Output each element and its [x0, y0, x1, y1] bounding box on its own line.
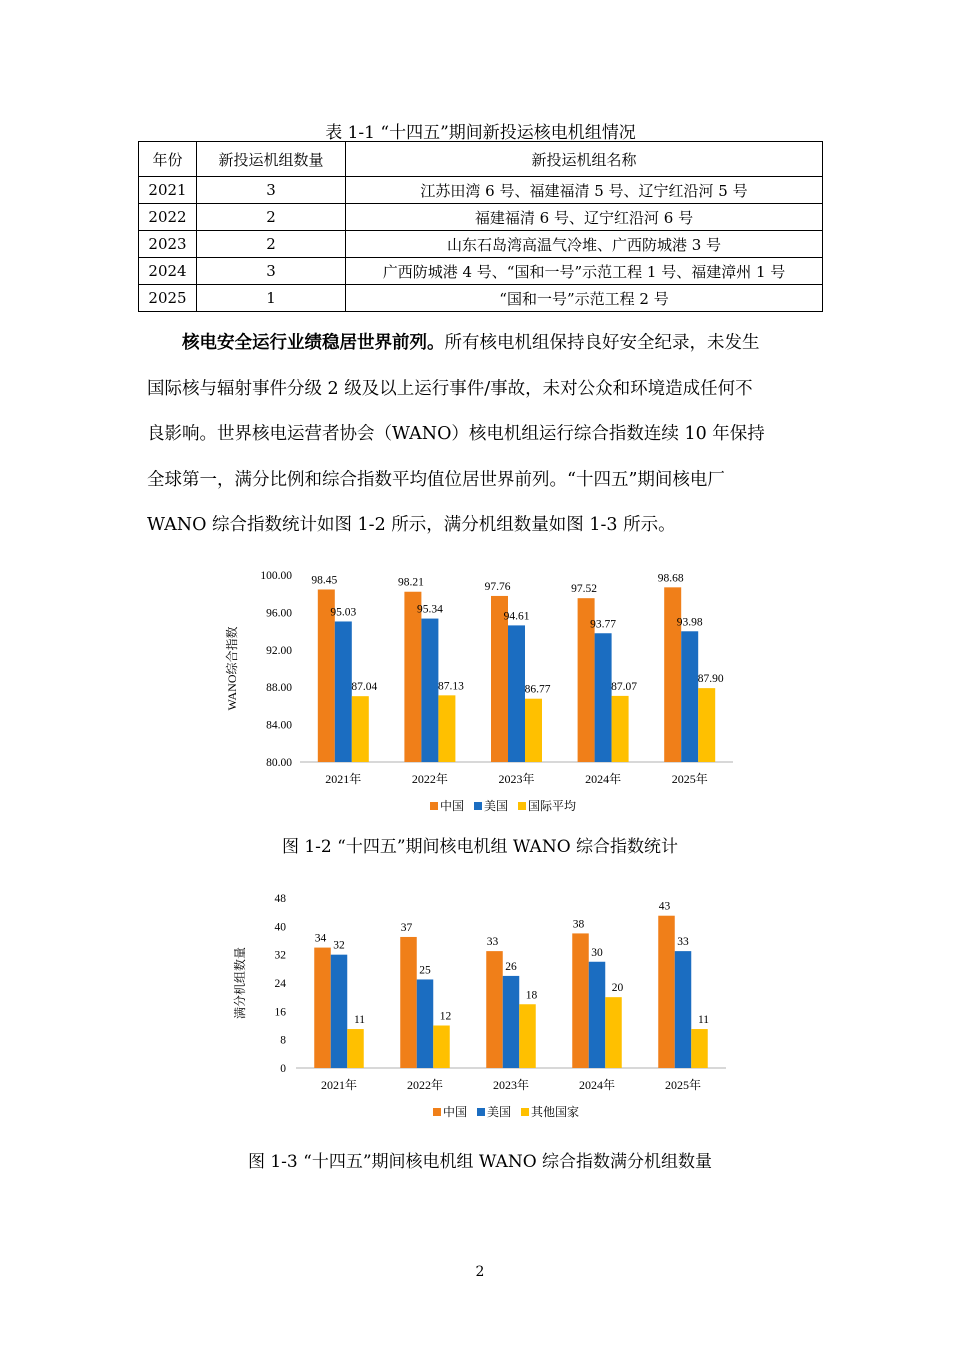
full-score-units-chart	[0, 885, 960, 1135]
data-label: 11	[353, 1014, 366, 1027]
bar	[519, 1004, 536, 1068]
paragraph-line-5: WANO 综合指数统计如图 1-2 所示，满分机组数量如图 1-3 所示。	[147, 515, 676, 535]
paragraph-line-1-text: 所有核电机组保持良好安全纪录，未发生	[444, 333, 760, 353]
paragraph-line-2: 国际核与辐射事件分级 2 级及以上运行事件/事故，未对公众和环境造成任何不	[147, 378, 753, 399]
y-tick-label: 8	[280, 1034, 286, 1047]
bar	[331, 955, 348, 1068]
y-axis-label: WANO综合指数	[225, 626, 239, 711]
y-tick-label: 84.00	[266, 719, 292, 732]
x-tick-label: 2024年	[578, 1078, 616, 1092]
y-tick-label: 92.00	[266, 644, 292, 657]
paragraph-lead: 核电安全运行业绩稳居世界前列。	[182, 333, 445, 353]
y-tick-label: 24	[274, 978, 286, 990]
data-label: 98.45	[311, 574, 338, 587]
bar	[400, 937, 417, 1068]
cell-count: 2	[197, 204, 346, 231]
new-units-table	[138, 141, 823, 312]
data-label: 93.77	[590, 618, 617, 631]
figure-1-3-caption: 图 1-3 “十四五”期间核电机组 WANO 综合指数满分机组数量	[247, 1152, 713, 1172]
bar	[352, 696, 369, 762]
body-paragraph	[147, 321, 817, 549]
data-label: 93.98	[676, 616, 703, 629]
page-number: 2	[475, 1264, 485, 1280]
bar	[658, 916, 675, 1068]
data-label: 97.52	[571, 583, 598, 596]
data-label: 87.07	[611, 680, 638, 693]
data-label: 87.04	[351, 681, 378, 694]
x-tick-label: 2022年	[411, 772, 448, 786]
cell-names: “国和一号”示范工程 2 号	[346, 285, 823, 312]
x-tick-label: 2022年	[406, 1078, 444, 1092]
data-label: 34	[314, 932, 327, 945]
y-tick-label: 48	[274, 893, 286, 905]
data-label: 33	[486, 936, 499, 949]
paragraph-line-3: 良影响。世界核电运营者协会（WANO）核电机组运行综合指数连续 10 年保持	[147, 424, 765, 444]
x-tick-label: 2023年	[498, 772, 535, 786]
header-names: 新投运机组名称	[346, 142, 823, 177]
bar	[404, 592, 421, 762]
data-label: 11	[697, 1014, 710, 1027]
legend-swatch	[518, 802, 526, 810]
cell-names: 福建福清 6 号、辽宁红沿河 6 号	[346, 204, 823, 231]
bar	[438, 695, 455, 762]
cell-year: 2021	[139, 177, 197, 204]
cell-names: 广西防城港 4 号、“国和一号”示范工程 1 号、福建漳州 1 号	[346, 258, 823, 285]
wano-index-chart	[0, 560, 960, 820]
cell-year: 2025	[139, 285, 197, 312]
data-label: 32	[333, 939, 345, 952]
y-tick-label: 100.00	[260, 570, 292, 582]
cell-year: 2023	[139, 231, 197, 258]
table-row	[139, 285, 823, 312]
y-tick-label: 40	[274, 921, 286, 934]
table-row	[139, 231, 823, 258]
data-label: 98.68	[657, 572, 684, 585]
paragraph-line-1	[147, 321, 817, 367]
legend-entry: 其他国家	[531, 1105, 580, 1119]
data-label: 97.76	[484, 580, 511, 593]
bar	[417, 979, 434, 1068]
legend-entry: 美国	[484, 799, 509, 813]
data-label: 95.34	[416, 603, 443, 616]
legend-swatch	[474, 802, 482, 810]
x-tick-label: 2024年	[585, 772, 622, 786]
x-tick-label: 2021年	[325, 772, 362, 786]
cell-year: 2022	[139, 204, 197, 231]
x-tick-label: 2025年	[671, 772, 708, 786]
table-header-row	[139, 142, 823, 177]
data-label: 95.03	[330, 606, 357, 619]
x-tick-label: 2021年	[320, 1078, 358, 1092]
data-label: 25	[419, 964, 431, 977]
bar	[335, 621, 352, 762]
cell-names: 山东石岛湾高温气冷堆、广西防城港 3 号	[346, 231, 823, 258]
bar	[433, 1026, 450, 1069]
bar	[314, 948, 331, 1068]
y-axis-label: 满分机组数量	[233, 946, 247, 1020]
legend-swatch	[477, 1108, 485, 1116]
bar	[486, 951, 503, 1068]
table-row	[139, 204, 823, 231]
legend-entry: 国际平均	[528, 799, 577, 813]
y-tick-label: 80.00	[266, 757, 292, 769]
bar	[698, 688, 715, 762]
y-tick-label: 32	[274, 949, 286, 962]
y-tick-label: 0	[280, 1063, 286, 1075]
cell-count: 3	[197, 177, 346, 204]
bar	[675, 951, 692, 1068]
bar	[503, 976, 520, 1068]
cell-count: 3	[197, 258, 346, 285]
data-label: 33	[677, 936, 689, 949]
table-caption: 表 1-1 “十四五”期间新投运核电机组情况	[325, 123, 636, 143]
bar	[525, 699, 542, 762]
bar	[612, 696, 629, 762]
bar	[681, 631, 698, 762]
data-label: 30	[591, 946, 603, 959]
bar	[572, 933, 589, 1068]
y-tick-label: 16	[274, 1006, 286, 1019]
data-label: 98.21	[397, 576, 424, 589]
legend-swatch	[430, 802, 438, 810]
data-label: 18	[525, 989, 538, 1002]
cell-count: 2	[197, 231, 346, 258]
data-label: 12	[439, 1010, 452, 1023]
legend-entry: 中国	[443, 1105, 468, 1119]
header-count: 新投运机组数量	[197, 142, 346, 177]
cell-names: 江苏田湾 6 号、福建福清 5 号、辽宁红沿河 5 号	[346, 177, 823, 204]
bar	[691, 1029, 708, 1068]
bar	[605, 997, 622, 1068]
data-label: 26	[505, 960, 517, 973]
data-label: 86.77	[524, 683, 551, 696]
y-tick-label: 88.00	[266, 682, 292, 695]
y-tick-label: 96.00	[266, 607, 292, 620]
legend-entry: 中国	[440, 799, 465, 813]
header-year: 年份	[139, 142, 197, 177]
bar	[589, 962, 606, 1068]
x-tick-label: 2025年	[664, 1078, 702, 1092]
x-tick-label: 2023年	[492, 1078, 530, 1092]
data-label: 87.90	[697, 673, 724, 686]
data-label: 94.61	[503, 610, 530, 623]
data-label: 38	[572, 918, 585, 931]
bar	[595, 633, 612, 762]
data-label: 43	[658, 900, 671, 913]
data-label: 37	[400, 921, 413, 934]
data-label: 20	[611, 982, 624, 995]
data-label: 87.13	[437, 680, 464, 693]
figure-1-2-caption: 图 1-2 “十四五”期间核电机组 WANO 综合指数统计	[281, 837, 679, 857]
paragraph-line-4: 全球第一，满分比例和综合指数平均值位居世界前列。“十四五”期间核电厂	[147, 469, 725, 490]
cell-year: 2024	[139, 258, 197, 285]
legend-entry: 美国	[487, 1105, 512, 1119]
legend-swatch	[521, 1108, 529, 1116]
bar	[347, 1029, 364, 1068]
table-row	[139, 177, 823, 204]
cell-count: 1	[197, 285, 346, 312]
table-row	[139, 258, 823, 285]
legend-swatch	[433, 1108, 441, 1116]
bar	[421, 619, 438, 762]
bar	[664, 587, 681, 762]
bar	[508, 625, 525, 762]
